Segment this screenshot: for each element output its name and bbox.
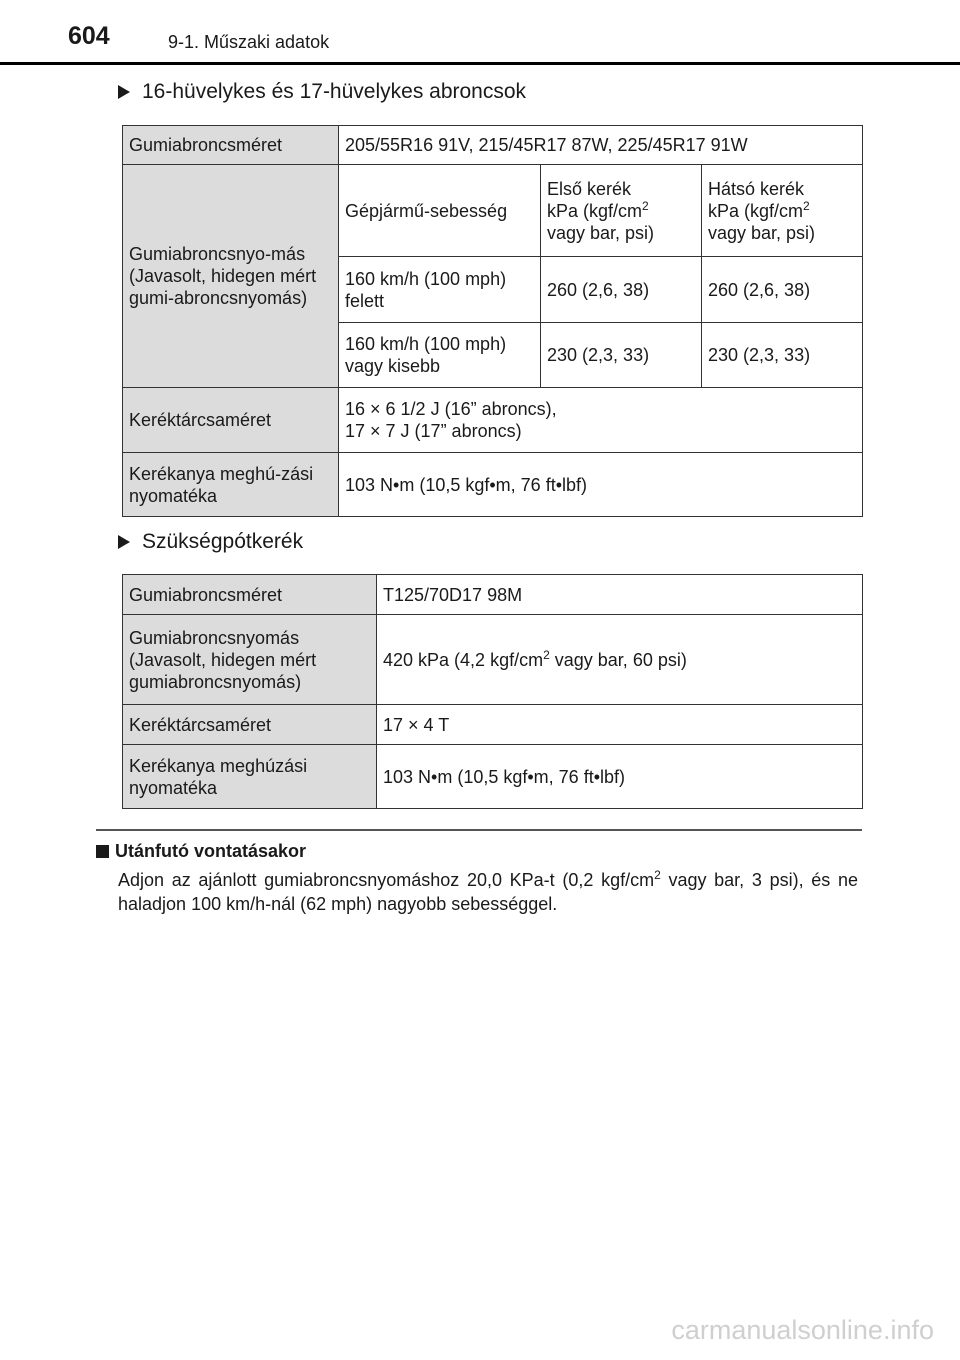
spare-pressure-label: Gumiabroncsnyomás (Javasolt, hidegen mért gumiabroncsnyomás) bbox=[123, 615, 377, 705]
front-wheel-header: Első kerék kPa ($kgf/cm^2$ vagy bar, psi) bbox=[541, 165, 702, 257]
spare-torque-value: 103 N•m (10,5 kgf•m, 76 ft•lbf) bbox=[377, 745, 863, 809]
header-rule bbox=[0, 62, 960, 65]
triangle-bullet-icon bbox=[118, 535, 130, 549]
wheel-size-value: 16 × 6 1/2 J (16” abroncs), 17 × 7 J (17” abroncs) bbox=[339, 388, 863, 453]
table-row bbox=[123, 388, 863, 453]
table-row bbox=[123, 745, 863, 809]
section-divider bbox=[96, 829, 862, 831]
table-row bbox=[123, 705, 863, 745]
triangle-bullet-icon bbox=[118, 85, 130, 99]
table-row bbox=[123, 165, 863, 257]
page-number: 604 bbox=[68, 22, 110, 50]
tire-spec-table bbox=[122, 125, 863, 517]
spare-wheel-size-label: Keréktárcsaméret bbox=[123, 705, 377, 745]
pressure-label: Gumiabroncsnyo-más (Javasolt, hidegen mért gumi-abroncsnyomás) bbox=[123, 165, 339, 388]
table-row bbox=[123, 615, 863, 705]
spare-section-heading bbox=[118, 530, 303, 554]
spare-tire-table bbox=[122, 574, 863, 809]
rear-wheel-header: Hátsó kerék kPa ($kgf/cm^2$ vagy bar, psi) bbox=[702, 165, 863, 257]
spare-wheel-size-value: 17 × 4 T bbox=[377, 705, 863, 745]
towing-note-heading bbox=[96, 841, 306, 862]
tire-section-heading-text: 16-hüvelykes és 17-hüvelykes abroncsok bbox=[142, 80, 527, 103]
watermark: carmanualsonline.info bbox=[671, 1315, 934, 1345]
spare-tire-size-label: Gumiabroncsméret bbox=[123, 575, 377, 615]
speed-cell: 160 km/h (100 mph) vagy kisebb bbox=[339, 323, 541, 388]
wheel-size-label: Keréktárcsaméret bbox=[123, 388, 339, 453]
spare-section-heading-text: Szükségpótkerék bbox=[142, 530, 304, 553]
front-pressure-cell: 230 (2,3, 33) bbox=[541, 323, 702, 388]
section-title: 9-1. Műszaki adatok bbox=[168, 32, 330, 52]
table-row bbox=[123, 126, 863, 165]
torque-value: 103 N•m (10,5 kgf•m, 76 ft•lbf) bbox=[339, 453, 863, 517]
spare-tire-size-value: T125/70D17 98M bbox=[377, 575, 863, 615]
tire-size-label: Gumiabroncsméret bbox=[123, 126, 339, 165]
spare-torque-label: Kerékanya meghúzási nyomatéka bbox=[123, 745, 377, 809]
towing-note-body: Adjon az ajánlott gumiabroncsnyomáshoz 20,0 KPa-t (0,2 kgf/$cm^2$ vagy bar, 3 psi), és ne haladjon 100 km/h-nál (62 mph) nagyobb sebességgel. bbox=[118, 868, 858, 914]
table-row bbox=[123, 453, 863, 517]
rear-pressure-cell: 260 (2,6, 38) bbox=[702, 257, 863, 323]
speed-cell: 160 km/h (100 mph) felett bbox=[339, 257, 541, 323]
table-row bbox=[123, 575, 863, 615]
tire-size-value: 205/55R16 91V, 215/45R17 87W, 225/45R17 91W bbox=[339, 126, 863, 165]
speed-header: Gépjármű-sebesség bbox=[339, 165, 541, 257]
square-bullet-icon bbox=[96, 845, 109, 858]
spare-pressure-value: 420 kPa (4,2 kgf/$cm^2$ vagy bar, 60 psi) bbox=[377, 615, 863, 705]
rear-pressure-cell: 230 (2,3, 33) bbox=[702, 323, 863, 388]
front-pressure-cell: 260 (2,6, 38) bbox=[541, 257, 702, 323]
towing-note-heading-text: Utánfutó vontatásakor bbox=[115, 841, 307, 861]
torque-label: Kerékanya meghú-zási nyomatéka bbox=[123, 453, 339, 517]
tire-section-heading bbox=[118, 80, 526, 104]
